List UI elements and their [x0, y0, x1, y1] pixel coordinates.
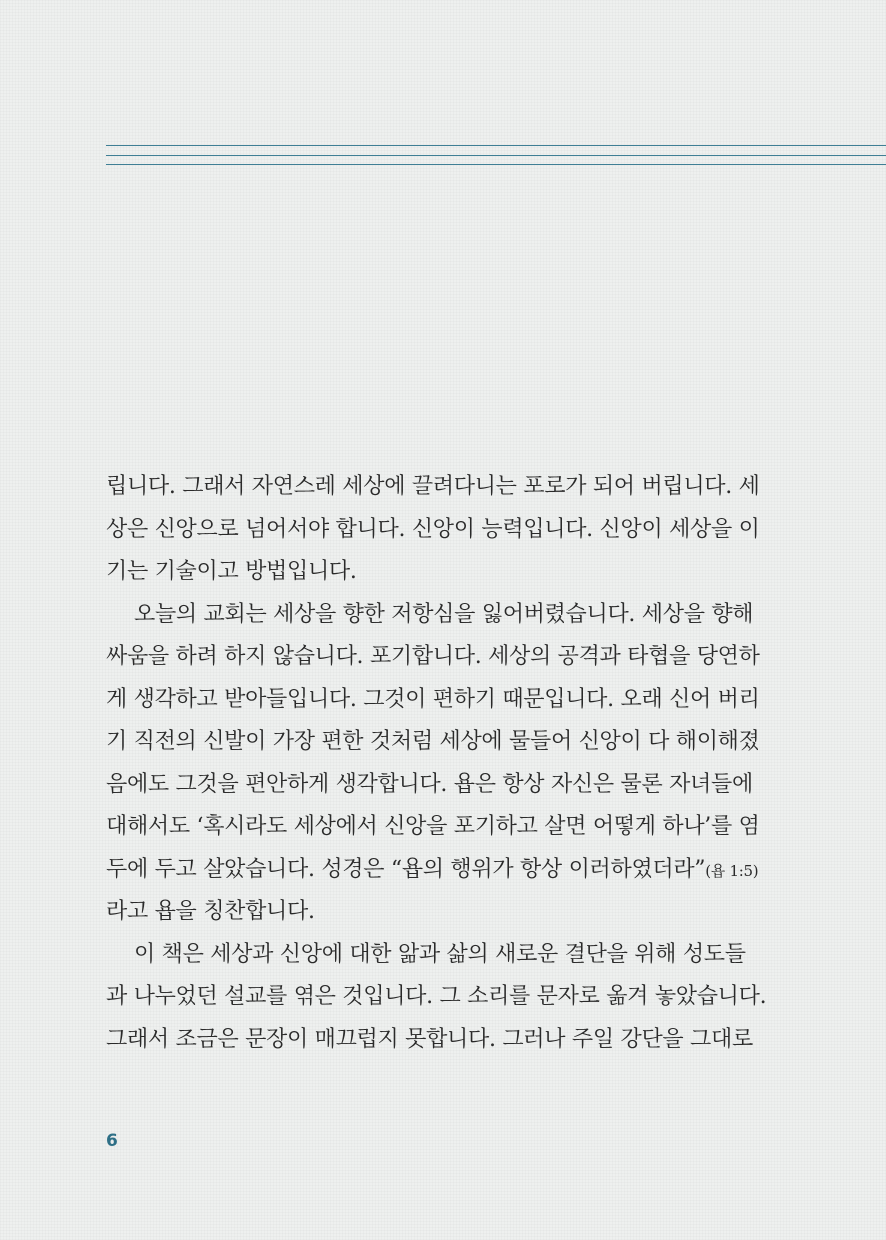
- text-line: 그래서 조금은 문장이 매끄럽지 못합니다. 그러나 주일 강단을 그대로: [106, 1026, 753, 1052]
- header-rule-top: [106, 145, 886, 146]
- page-number: 6: [106, 1131, 118, 1151]
- text-line: 싸움을 하려 하지 않습니다. 포기합니다. 세상의 공격과 타협을 당연하: [106, 644, 760, 669]
- header-rule-middle: [106, 155, 886, 156]
- body-text: [106, 466, 767, 1061]
- text-line: 이 책은 세상과 신앙에 대한 앎과 삶의 새로운 결단을 위해 성도들: [134, 941, 746, 967]
- text-line: 기 직전의 신발이 가장 편한 것처럼 세상에 물들어 신앙이 다 해이해졌: [106, 729, 760, 754]
- text-line: 두에 두고 살았습니다. 성경은 “욥의 행위가 항상 이러하였더라”: [106, 856, 706, 882]
- text-line: 립니다. 그래서 자연스레 세상에 끌려다니는 포로가 되어 버립니다. 세: [106, 474, 760, 499]
- text-line: 게 생각하고 받아들입니다. 그것이 편하기 때문입니다. 오래 신어 버리: [106, 686, 760, 712]
- text-line: 상은 신앙으로 넘어서야 합니다. 신앙이 능력입니다. 신앙이 세상을 이: [106, 516, 760, 542]
- text-line-with-citation: [106, 849, 759, 892]
- text-line: 과 나누었던 설교를 엮은 것입니다. 그 소리를 문자로 옮겨 놓았습니다.: [106, 984, 767, 1009]
- text-line: 음에도 그것을 편안하게 생각합니다. 욥은 항상 자신은 물론 자녀들에: [106, 771, 753, 797]
- text-line: 라고 욥을 칭찬합니다.: [106, 899, 315, 924]
- header-rule-bottom: [106, 164, 886, 165]
- scripture-citation: (욥 1:5): [705, 861, 759, 880]
- text-line: 오늘의 교회는 세상을 향한 저항심을 잃어버렸습니다. 세상을 향해: [134, 601, 754, 627]
- text-line: 대해서도 ‘혹시라도 세상에서 신앙을 포기하고 살면 어떻게 하나’를 염: [106, 814, 760, 839]
- text-line: 기는 기술이고 방법입니다.: [106, 559, 357, 584]
